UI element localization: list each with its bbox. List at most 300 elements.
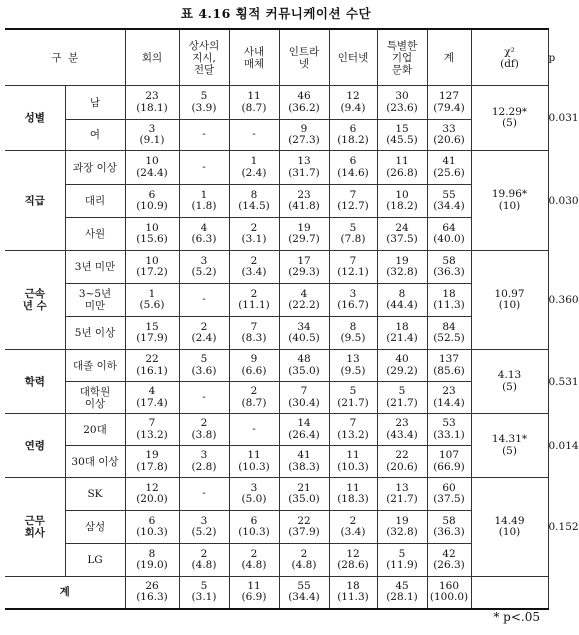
count-value: 12 [346, 547, 360, 560]
data-cell [427, 317, 471, 350]
count-value: 26 [145, 579, 159, 592]
count-value: 13 [395, 481, 409, 494]
percent-value: (45.5) [386, 134, 418, 146]
count-value: 18 [395, 320, 409, 333]
group-label: 직급 [5, 151, 65, 251]
count-value: 10 [145, 155, 159, 167]
percent-value: (20.6) [433, 134, 465, 146]
count-value: 42 [442, 547, 456, 560]
percent-value: (16.3) [136, 591, 168, 604]
data-cell [179, 218, 229, 251]
count-value: 22 [145, 353, 159, 365]
data-cell [125, 185, 179, 218]
data-cell [279, 478, 329, 511]
percent-value: (14.4) [433, 396, 465, 409]
percent-value: (4.8) [241, 559, 267, 571]
data-cell [377, 478, 427, 511]
percent-value: (10.3) [337, 460, 369, 473]
degrees-of-freedom: (10) [498, 526, 521, 538]
data-cell [279, 382, 329, 414]
row-label: 대졸 이하 [65, 350, 125, 382]
data-cell [329, 446, 377, 478]
data-cell [377, 284, 427, 317]
count-value: 1 [148, 287, 156, 300]
count-value: 23 [145, 90, 159, 102]
row-label: 과장 이상 [65, 151, 125, 185]
row-label: 여 [65, 120, 125, 151]
percent-value: (9.1) [139, 134, 165, 146]
header-culture: 특별한 기업 문화 [377, 29, 427, 86]
data-cell [427, 414, 471, 446]
count-value: - [202, 160, 206, 173]
data-cell [125, 284, 179, 317]
percent-value: (34.4) [433, 200, 465, 212]
percent-value: (20.6) [386, 460, 418, 473]
percent-value: (3.9) [191, 101, 217, 114]
count-value: 8 [148, 547, 156, 560]
count-value: 22 [395, 449, 409, 461]
count-value: - [252, 422, 256, 435]
data-cell [179, 86, 229, 120]
percent-value: (21.7) [386, 396, 418, 409]
count-value: 5 [398, 547, 406, 560]
count-value: 8 [349, 320, 357, 333]
data-cell [229, 218, 279, 251]
count-value: 48 [297, 353, 311, 365]
data-cell [229, 185, 279, 218]
count-value: - [252, 128, 256, 141]
percent-value: (37.5) [433, 493, 465, 505]
table-row: 근속 년 수 3년 미만 10 (17.2) 3 (5.2) 2 (3.4) 17 (29.3) 7 (12.1) 19 (32.8) 58 (36.3) 10.97 (10) 0.360 [5, 251, 548, 284]
data-cell [179, 317, 229, 350]
count-value: 22 [297, 514, 311, 527]
data-cell [427, 151, 471, 185]
count-value: 5 [200, 90, 208, 102]
count-value: 3 [148, 122, 156, 135]
percent-value: (9.4) [340, 101, 366, 114]
percent-value: (44.4) [386, 299, 418, 311]
count-value: 2 [200, 320, 208, 333]
table-row: 근무 회사 SK 12 (20.0) - 3 (5.0) 21 (35.0) 11 (18.3) 13 (21.7) 60 (37.5) 14.49 (10) 0.152 [5, 478, 548, 511]
data-cell [377, 86, 427, 120]
count-value: 4 [300, 287, 308, 300]
data-cell [125, 544, 179, 577]
table-title: 표 4.16 횡적 커뮤니케이션 수단 [180, 6, 372, 21]
percent-value: (36.2) [288, 101, 320, 114]
data-cell [427, 577, 471, 609]
total-row [5, 577, 548, 609]
data-cell [279, 185, 329, 218]
data-cell [179, 284, 229, 317]
header-total: 계 [427, 29, 471, 86]
percent-value: (2.4) [241, 166, 267, 179]
percent-value: (27.3) [288, 134, 320, 146]
count-value: 24 [395, 221, 409, 234]
count-value: 12 [145, 481, 159, 494]
percent-value: (26.3) [433, 559, 465, 571]
percent-value: (22.2) [288, 299, 320, 311]
count-value: 127 [438, 90, 460, 102]
percent-value: (3.8) [191, 428, 217, 441]
count-value: 3 [200, 254, 208, 267]
percent-value: (5.6) [139, 299, 165, 311]
percent-value: (13.2) [136, 428, 168, 441]
count-value: 58 [442, 514, 456, 527]
data-cell [279, 251, 329, 284]
count-value: 5 [200, 353, 208, 365]
percent-value: (18.2) [337, 134, 369, 146]
data-cell [377, 577, 427, 609]
count-value: 19 [297, 221, 311, 234]
data-cell [329, 185, 377, 218]
count-value: 2 [349, 514, 357, 527]
data-cell [377, 317, 427, 350]
percent-value: (8.7) [241, 396, 267, 409]
count-value: 64 [442, 221, 456, 234]
percent-value: (26.8) [386, 166, 418, 179]
data-cell [427, 185, 471, 218]
percent-value: (18.1) [136, 101, 168, 114]
percent-value: (10.3) [136, 526, 168, 538]
table-row: 직급 과장 이상 10 (24.4) - 1 (2.4) 13 (31.7) 6 (14.6) 11 (26.8) 41 (25.6) 19.96* (10) 0.030 [5, 151, 548, 185]
count-value: 2 [300, 547, 308, 560]
percent-value: (2.8) [191, 460, 217, 473]
count-value: 23 [297, 188, 311, 201]
chi-square-value: 12.29* [491, 105, 528, 118]
count-value: 33 [442, 122, 456, 135]
data-cell [329, 511, 377, 544]
count-value: 3 [200, 449, 208, 461]
data-cell [329, 120, 377, 151]
data-cell [377, 185, 427, 218]
header-meeting: 회의 [125, 29, 179, 86]
percent-value: (6.6) [241, 364, 267, 377]
row-label: 대학원 이상 [65, 382, 125, 414]
data-cell [427, 478, 471, 511]
percent-value: (11.3) [337, 591, 369, 604]
data-cell [179, 251, 229, 284]
percent-value: (35.0) [288, 493, 320, 505]
data-cell [279, 120, 329, 151]
percent-value: (5.0) [241, 493, 267, 505]
data-cell [229, 478, 279, 511]
data-cell [229, 382, 279, 414]
percent-value: (26.4) [288, 428, 320, 441]
header-instruction: 상사의 지시, 전달 [179, 29, 229, 86]
data-cell [179, 350, 229, 382]
row-label: 3~5년 미만 [65, 284, 125, 317]
data-cell [329, 218, 377, 251]
data-cell [179, 151, 229, 185]
count-value: 7 [349, 254, 357, 267]
group-label: 근무 회사 [5, 478, 65, 577]
count-value: 11 [247, 90, 261, 102]
row-label: 사원 [65, 218, 125, 251]
group-label: 성별 [5, 86, 65, 151]
count-value: 2 [250, 287, 258, 300]
data-cell [377, 120, 427, 151]
count-value: 12 [346, 90, 360, 102]
count-value: 34 [297, 320, 311, 333]
data-cell [229, 350, 279, 382]
data-cell [279, 218, 329, 251]
data-cell [377, 544, 427, 577]
count-value: 41 [297, 449, 311, 461]
data-cell [427, 86, 471, 120]
percent-value: (28.1) [386, 591, 418, 604]
percent-value: (17.8) [136, 460, 168, 473]
count-value: 4 [148, 385, 156, 397]
chi-square-cell [471, 350, 548, 414]
data-cell [179, 414, 229, 446]
percent-value: (8.3) [241, 332, 267, 344]
data-cell [329, 86, 377, 120]
row-label: 3년 미만 [65, 251, 125, 284]
communication-table [5, 28, 579, 610]
data-cell [279, 317, 329, 350]
percent-value: (9.5) [340, 364, 366, 377]
count-value: 2 [200, 547, 208, 560]
count-value: - [202, 487, 206, 500]
percent-value: (52.5) [433, 332, 465, 344]
data-cell [427, 350, 471, 382]
data-cell [179, 544, 229, 577]
percent-value: (10.3) [238, 526, 270, 538]
percent-value: (3.6) [191, 364, 217, 377]
header-intranet: 인트라 넷 [279, 29, 329, 86]
count-value: 5 [200, 579, 208, 592]
count-value: 9 [250, 353, 258, 365]
count-value: 17 [297, 254, 311, 267]
degrees-of-freedom: (5) [502, 444, 517, 457]
count-value: 19 [395, 254, 409, 267]
count-value: 13 [297, 155, 311, 167]
percent-value: (35.0) [288, 364, 320, 377]
percent-value: (36.3) [433, 526, 465, 538]
header-chi: χ² (df) [471, 29, 548, 86]
group-label: 연령 [5, 414, 65, 478]
percent-value: (14.5) [238, 200, 270, 212]
percent-value: (9.5) [340, 332, 366, 344]
count-value: 45 [395, 579, 409, 592]
percent-value: (6.3) [191, 233, 217, 245]
count-value: 46 [297, 90, 311, 102]
empty-cell [471, 577, 548, 609]
data-cell [125, 317, 179, 350]
data-cell [229, 151, 279, 185]
percent-value: (25.6) [433, 166, 465, 179]
data-cell [329, 414, 377, 446]
row-label: SK [65, 478, 125, 511]
count-value: 11 [395, 155, 409, 167]
count-value: 6 [349, 122, 357, 135]
table-row [5, 511, 548, 544]
data-cell [329, 350, 377, 382]
percent-value: (29.2) [386, 364, 418, 377]
percent-value: (31.7) [288, 166, 320, 179]
row-label: 20대 [65, 414, 125, 446]
count-value: 19 [395, 514, 409, 527]
data-cell [427, 511, 471, 544]
percent-value: (33.1) [433, 428, 465, 441]
table-row [5, 185, 548, 218]
percent-value: (1.8) [191, 200, 217, 212]
row-label: LG [65, 544, 125, 577]
data-cell [427, 284, 471, 317]
percent-value: (18.3) [337, 493, 369, 505]
table-row [5, 218, 548, 251]
footnote: * p<.05 [493, 610, 540, 624]
count-value: - [202, 293, 206, 306]
data-cell [125, 350, 179, 382]
table-row: 학력 대졸 이하 22 (16.1) 5 (3.6) 9 (6.6) 48 (35.0) 13 (9.5) 40 (29.2) 137 (85.6) 4.13 (5) 0.531 [5, 350, 548, 382]
count-value: 3 [250, 481, 258, 494]
count-value: 3 [349, 287, 357, 300]
data-cell [329, 151, 377, 185]
percent-value: (17.2) [136, 266, 168, 278]
percent-value: (7.8) [340, 233, 366, 245]
degrees-of-freedom: (10) [498, 199, 521, 212]
data-cell [279, 577, 329, 609]
percent-value: (11.3) [433, 299, 465, 311]
percent-value: (12.1) [337, 266, 369, 278]
data-cell [377, 382, 427, 414]
count-value: 7 [250, 320, 258, 333]
total-label: 계 [5, 577, 125, 609]
percent-value: (21.7) [337, 396, 369, 409]
count-value: 107 [438, 449, 460, 461]
percent-value: (5.2) [191, 266, 217, 278]
count-value: 41 [442, 155, 456, 167]
count-value: 7 [349, 417, 357, 429]
data-cell [179, 446, 229, 478]
data-cell [125, 577, 179, 609]
count-value: 160 [438, 579, 460, 592]
count-value: 2 [250, 254, 258, 267]
data-cell [329, 577, 377, 609]
chi-square-value: 19.96* [491, 188, 528, 200]
row-label: 삼성 [65, 511, 125, 544]
data-cell [329, 544, 377, 577]
count-value: 2 [250, 385, 258, 397]
count-value: 137 [438, 353, 460, 365]
percent-value: (16.7) [337, 299, 369, 311]
count-value: 9 [300, 122, 308, 135]
percent-value: (16.1) [136, 364, 168, 377]
percent-value: (3.4) [241, 266, 267, 278]
percent-value: (20.0) [136, 493, 168, 505]
degrees-of-freedom: (5) [502, 380, 517, 393]
data-cell [229, 86, 279, 120]
header-internal-media: 사내 매체 [229, 29, 279, 86]
percent-value: (21.4) [386, 332, 418, 344]
percent-value: (3.4) [340, 526, 366, 538]
data-cell [125, 446, 179, 478]
count-value: 11 [247, 579, 261, 592]
count-value: 55 [297, 579, 311, 592]
data-cell [179, 577, 229, 609]
count-value: 5 [349, 385, 357, 397]
percent-value: (3.1) [241, 233, 267, 245]
data-cell [125, 478, 179, 511]
count-value: 53 [442, 417, 456, 429]
row-label: 남 [65, 86, 125, 120]
data-cell [427, 218, 471, 251]
data-cell [279, 544, 329, 577]
percent-value: (14.6) [337, 166, 369, 179]
data-cell [427, 544, 471, 577]
percent-value: (18.2) [386, 200, 418, 212]
count-value: - [202, 128, 206, 141]
count-value: 18 [346, 579, 360, 592]
data-cell [229, 120, 279, 151]
table-row [5, 317, 548, 350]
count-value: 3 [200, 514, 208, 527]
data-cell [279, 284, 329, 317]
chi-square-cell [471, 86, 548, 151]
count-value: 10 [395, 188, 409, 201]
data-cell [125, 151, 179, 185]
data-cell [125, 382, 179, 414]
count-value: 8 [398, 287, 406, 300]
count-value: 6 [148, 514, 156, 527]
data-cell [229, 284, 279, 317]
chi-square-value: 14.49 [494, 514, 525, 527]
count-value: 19 [145, 449, 159, 461]
data-cell [229, 251, 279, 284]
percent-value: (34.4) [288, 591, 320, 604]
percent-value: (100.0) [429, 591, 469, 604]
chi-square-value: 4.13 [497, 369, 522, 381]
percent-value: (4.8) [291, 559, 317, 571]
percent-value: (11.9) [386, 559, 418, 571]
count-value: 10 [145, 221, 159, 234]
percent-value: (32.8) [386, 526, 418, 538]
data-cell [229, 446, 279, 478]
data-cell [179, 185, 229, 218]
count-value: 13 [346, 353, 360, 365]
count-value: 5 [398, 385, 406, 397]
data-cell [329, 317, 377, 350]
table-row: 성별 남 23 (18.1) 5 (3.9) 11 (8.7) 46 (36.2) 12 (9.4) 30 (23.6) 127 (79.4) 12.29* (5) 0.031 [5, 86, 548, 120]
chi-square-cell [471, 478, 548, 577]
percent-value: (11.1) [238, 299, 270, 311]
percent-value: (28.6) [337, 559, 369, 571]
data-cell [329, 251, 377, 284]
count-value: 1 [250, 155, 258, 167]
data-cell [229, 544, 279, 577]
count-value: 23 [442, 385, 456, 397]
table-row [5, 120, 548, 151]
header-row: 구 분 회의 상사의 지시, 전달 사내 매체 인트라 넷 인터넷 특별한 기업 문화 계 χ² (df) p [5, 29, 548, 86]
degrees-of-freedom: (10) [498, 299, 521, 311]
count-value: 2 [250, 221, 258, 234]
count-value: 11 [247, 449, 261, 461]
data-cell [279, 414, 329, 446]
header-internet: 인터넷 [329, 29, 377, 86]
percent-value: (36.3) [433, 266, 465, 278]
data-cell [179, 478, 229, 511]
table-row [5, 544, 548, 577]
percent-value: (21.7) [386, 493, 418, 505]
data-cell [427, 446, 471, 478]
count-value: 23 [395, 417, 409, 429]
count-value: 84 [442, 320, 456, 333]
data-cell [229, 414, 279, 446]
percent-value: (8.7) [241, 101, 267, 114]
percent-value: (4.8) [191, 559, 217, 571]
data-cell [427, 251, 471, 284]
